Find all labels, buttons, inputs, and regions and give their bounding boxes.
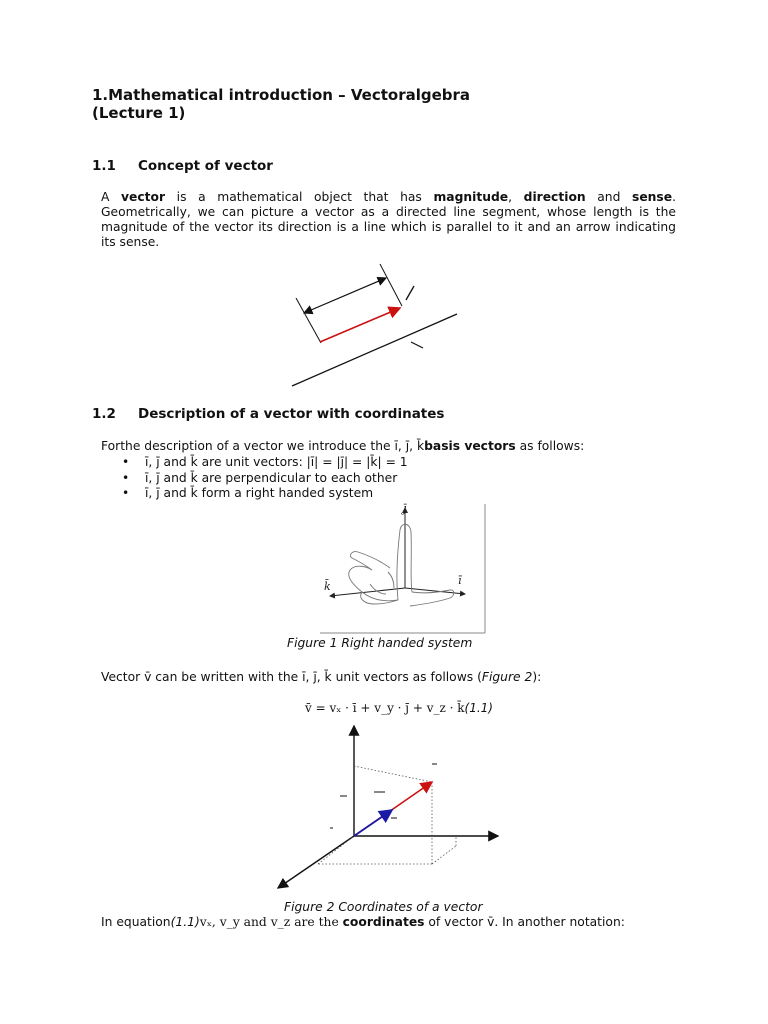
hand-sketch xyxy=(349,524,454,606)
basis-vector-properties-list xyxy=(101,455,408,502)
term-basis-vectors: basis vectors xyxy=(424,439,516,453)
term-magnitude: magnitude xyxy=(433,190,509,204)
list-item: • ī, j̄ and k̄ are perpendicular to each other xyxy=(101,471,408,487)
list-item: • ī, j̄ and k̄ form a right handed system xyxy=(101,486,408,502)
extension-line-left xyxy=(296,298,321,343)
equation-text: v̄ = vₓ · ī + v_y · j̄ + v_z · k̄ xyxy=(305,701,465,715)
text: Vector v̄ can be written with the ī, j̄, k̄ unit vectors as follows ( xyxy=(101,670,482,684)
term-vector: vector xyxy=(121,190,166,204)
text: Forthe description of a vector we introduce the ī, j̄, k̄ xyxy=(101,439,425,453)
blue-unit-vector xyxy=(354,810,392,836)
section-heading-1-1 xyxy=(92,158,273,174)
coordinates-definition-sentence xyxy=(101,915,625,930)
title-line-1: 1.Mathematical introduction – Vectoralgebra xyxy=(92,86,471,104)
length-dimension-arrow xyxy=(304,278,386,313)
text: as follows: xyxy=(515,439,585,453)
term-sense: sense xyxy=(632,190,673,204)
document-title xyxy=(92,86,470,122)
k-axis-arrow xyxy=(330,588,405,596)
figure-2-caption: Figure 2 Coordinates of a vector xyxy=(284,900,483,914)
text: of vector v̄. In another notation: xyxy=(424,915,625,929)
i-axis-label: ī xyxy=(458,574,462,587)
text: , xyxy=(508,190,524,204)
section-number: 1.1 xyxy=(92,158,116,174)
vector-diagram xyxy=(280,262,480,392)
list-item: • ī, j̄ and k̄ are unit vectors: |ī| = |j̄| = |k̄| = 1 xyxy=(101,455,408,471)
text: In equation xyxy=(101,915,171,929)
extension-line-right xyxy=(380,264,402,306)
section-number: 1.2 xyxy=(92,406,116,422)
text: ): xyxy=(532,670,542,684)
red-vector-arrow xyxy=(320,308,400,342)
k-axis-label: k̄ xyxy=(324,580,331,593)
vector-expression-sentence xyxy=(101,670,541,685)
equation-1-1 xyxy=(305,701,493,716)
z-axis xyxy=(278,836,354,888)
section-title: Description of a vector with coordinates xyxy=(138,406,445,422)
parallel-direction-line xyxy=(292,314,457,386)
term-coordinates: coordinates xyxy=(342,915,425,929)
tick-mark-bottom xyxy=(411,342,423,348)
j-axis-label: j̄ xyxy=(403,502,407,515)
section-heading-1-2 xyxy=(92,406,444,422)
label-tick-marks xyxy=(330,764,437,828)
text: . Geometrically, we can picture a vector as a directed line segment, whose length is the magnitude of the vector its direction is a line which is parallel to it and an arrow indicating its sense. xyxy=(101,190,677,249)
equation-number: (1.1) xyxy=(464,701,493,715)
right-hand-figure xyxy=(300,500,490,640)
title-line-2: (Lecture 1) xyxy=(92,104,186,122)
vector-definition-paragraph xyxy=(101,190,676,250)
text: and xyxy=(585,190,633,204)
basis-vectors-intro xyxy=(101,439,584,454)
text: is a mathematical object that has xyxy=(165,190,434,204)
coordinates-figure xyxy=(270,720,510,895)
figure-1-caption: Figure 1 Right handed system xyxy=(287,636,473,650)
figure-reference: Figure 2 xyxy=(481,670,533,684)
section-title: Concept of vector xyxy=(138,158,273,174)
equation-reference: (1.1) xyxy=(170,915,200,929)
i-axis-arrow xyxy=(405,588,465,594)
text: A xyxy=(101,190,122,204)
term-direction: direction xyxy=(523,190,586,204)
tick-mark-top xyxy=(406,286,414,300)
text: vₓ, v_y and v_z are the xyxy=(199,915,343,929)
projection-box xyxy=(318,766,456,864)
